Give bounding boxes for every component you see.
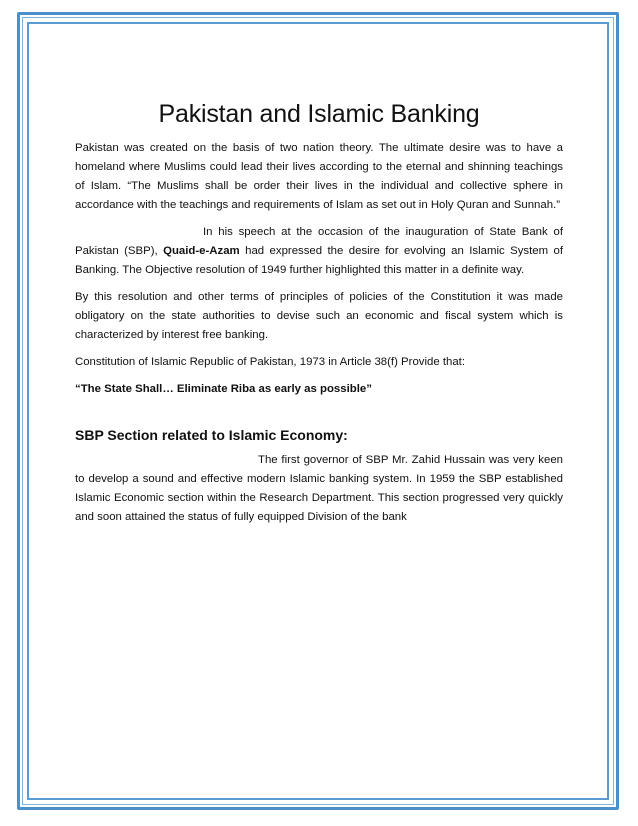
section-paragraph (75, 451, 563, 527)
paragraph-quaid-text-2: had expressed the desire for evolving an Islamic System of Banking. The Objective resolution of 1949 further highlighted this matter in a definite way. (75, 245, 564, 276)
paragraph-quaid-text-1: In his speech at the occasion of the inauguration of State Bank of Pakistan (SBP), (75, 226, 563, 257)
paragraph-constitution: Constitution of Islamic Republic of Pakistan, 1973 in Article 38(f) Provide that: (75, 356, 466, 368)
quaid-e-azam-name: Quaid-e-Azam (163, 245, 240, 257)
riba-quote: “The State Shall… Eliminate Riba as early as possible” (75, 383, 372, 395)
page-title: Pakistan and Islamic Banking (158, 100, 480, 128)
paragraph-resolution: By this resolution and other terms of principles of policies of the Constitution it was made obligatory on the state authorities to devise such an economic and fiscal system which is characterized by interest free banking. (75, 291, 563, 341)
section-heading: SBP Section related to Islamic Economy: (75, 427, 348, 443)
section-paragraph-text: The first governor of SBP Mr. Zahid Hussain was very keen to develop a sound and effective modern Islamic banking system. In 1959 the SBP established Islamic Economic section within the Research Department. This section progressed very quickly and soon attained the status of fully equipped Division of the bank (75, 454, 563, 523)
paragraph-two-nation-theory: Pakistan was created on the basis of two nation theory. The ultimate desire was to have a homeland where Muslims could lead their lives according to the eternal and shinning teachings of Islam. “The Muslims shall be order their lives in the individual and collective sphere in accordance with the teachings and requirements of Islam as set out in Holy Quran and Sunnah.” (75, 142, 563, 211)
paragraph-quaid-speech (75, 223, 563, 280)
document-body (75, 100, 563, 535)
